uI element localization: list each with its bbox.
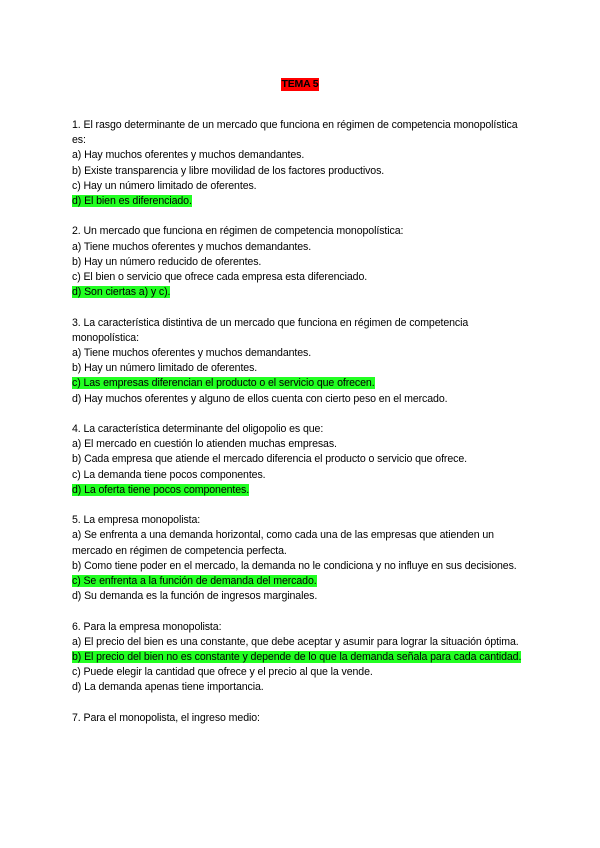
question-stem: 6. Para la empresa monopolista: <box>72 620 222 633</box>
correct-answer-option: d) El bien es diferenciado. <box>72 195 192 208</box>
answer-option: b) Como tiene poder en el mercado, la demanda no le condiciona y no influye en sus decisiones. <box>72 559 517 572</box>
correct-answer-option: d) Son ciertas a) y c). <box>72 286 171 299</box>
answer-option: b) Hay un número reducido de oferentes. <box>72 255 262 268</box>
page-title: TEMA 5 <box>281 78 319 90</box>
answer-option: c) El bien o servicio que ofrece cada empresa esta diferenciado. <box>72 271 368 284</box>
answer-option: c) La demanda tiene pocos componentes. <box>72 468 266 481</box>
answer-option: d) Su demanda es la función de ingresos marginales. <box>72 590 318 603</box>
question-stem: 7. Para el monopolista, el ingreso medio: <box>72 711 260 724</box>
correct-answer-option: d) La oferta tiene pocos componentes. <box>72 483 250 496</box>
title-container <box>0 74 600 92</box>
answer-option: a) Hay muchos oferentes y muchos demandantes. <box>72 149 305 162</box>
answer-option: c) Hay un número limitado de oferentes. <box>72 179 257 192</box>
answer-option: a) Se enfrenta a una demanda horizontal, como cada una de las empresas que atienden un mercado en régimen de competencia perfecta. <box>72 529 494 557</box>
answer-option: b) Cada empresa que atiende el mercado diferencia el producto o servicio que ofrece. <box>72 453 467 466</box>
question-stem: 2. Un mercado que funciona en régimen de competencia monopolística: <box>72 225 404 238</box>
answer-option: d) La demanda apenas tiene importancia. <box>72 681 264 694</box>
answer-option: a) Tiene muchos oferentes y muchos demandantes. <box>72 347 312 360</box>
answer-option: c) Puede elegir la cantidad que ofrece y el precio al que la vende. <box>72 666 373 679</box>
question-5 <box>72 513 532 604</box>
answer-option: a) El mercado en cuestión lo atienden muchas empresas. <box>72 438 337 451</box>
correct-answer-option: b) El precio del bien no es constante y depende de lo que la demanda señala para cada cantidad. <box>72 651 522 664</box>
correct-answer-option: c) Las empresas diferencian el producto o el servicio que ofrecen. <box>72 377 375 390</box>
question-7 <box>72 711 532 726</box>
question-stem: 5. La empresa monopolista: <box>72 514 201 527</box>
question-6 <box>72 620 532 696</box>
question-list <box>72 118 532 741</box>
answer-option: d) Hay muchos oferentes y alguno de ellos cuenta con cierto peso en el mercado. <box>72 392 448 405</box>
answer-option: a) Tiene muchos oferentes y muchos demandantes. <box>72 240 312 253</box>
question-stem: 3. La característica distintiva de un mercado que funciona en régimen de competencia monopolística: <box>72 316 469 344</box>
question-2 <box>72 224 532 300</box>
answer-option: b) Hay un número limitado de oferentes. <box>72 362 258 375</box>
question-4 <box>72 422 532 498</box>
correct-answer-option: c) Se enfrenta a la función de demanda del mercado. <box>72 575 317 588</box>
question-stem: 4. La característica determinante del oligopolio es que: <box>72 423 324 436</box>
question-3 <box>72 316 532 407</box>
question-1 <box>72 118 532 209</box>
answer-option: b) Existe transparencia y libre movilidad de los factores productivos. <box>72 164 385 177</box>
answer-option: a) El precio del bien es una constante, que debe aceptar y asumir para lograr la situación óptima. <box>72 635 519 648</box>
question-stem: 1. El rasgo determinante de un mercado que funciona en régimen de competencia monopolística es: <box>72 119 518 147</box>
